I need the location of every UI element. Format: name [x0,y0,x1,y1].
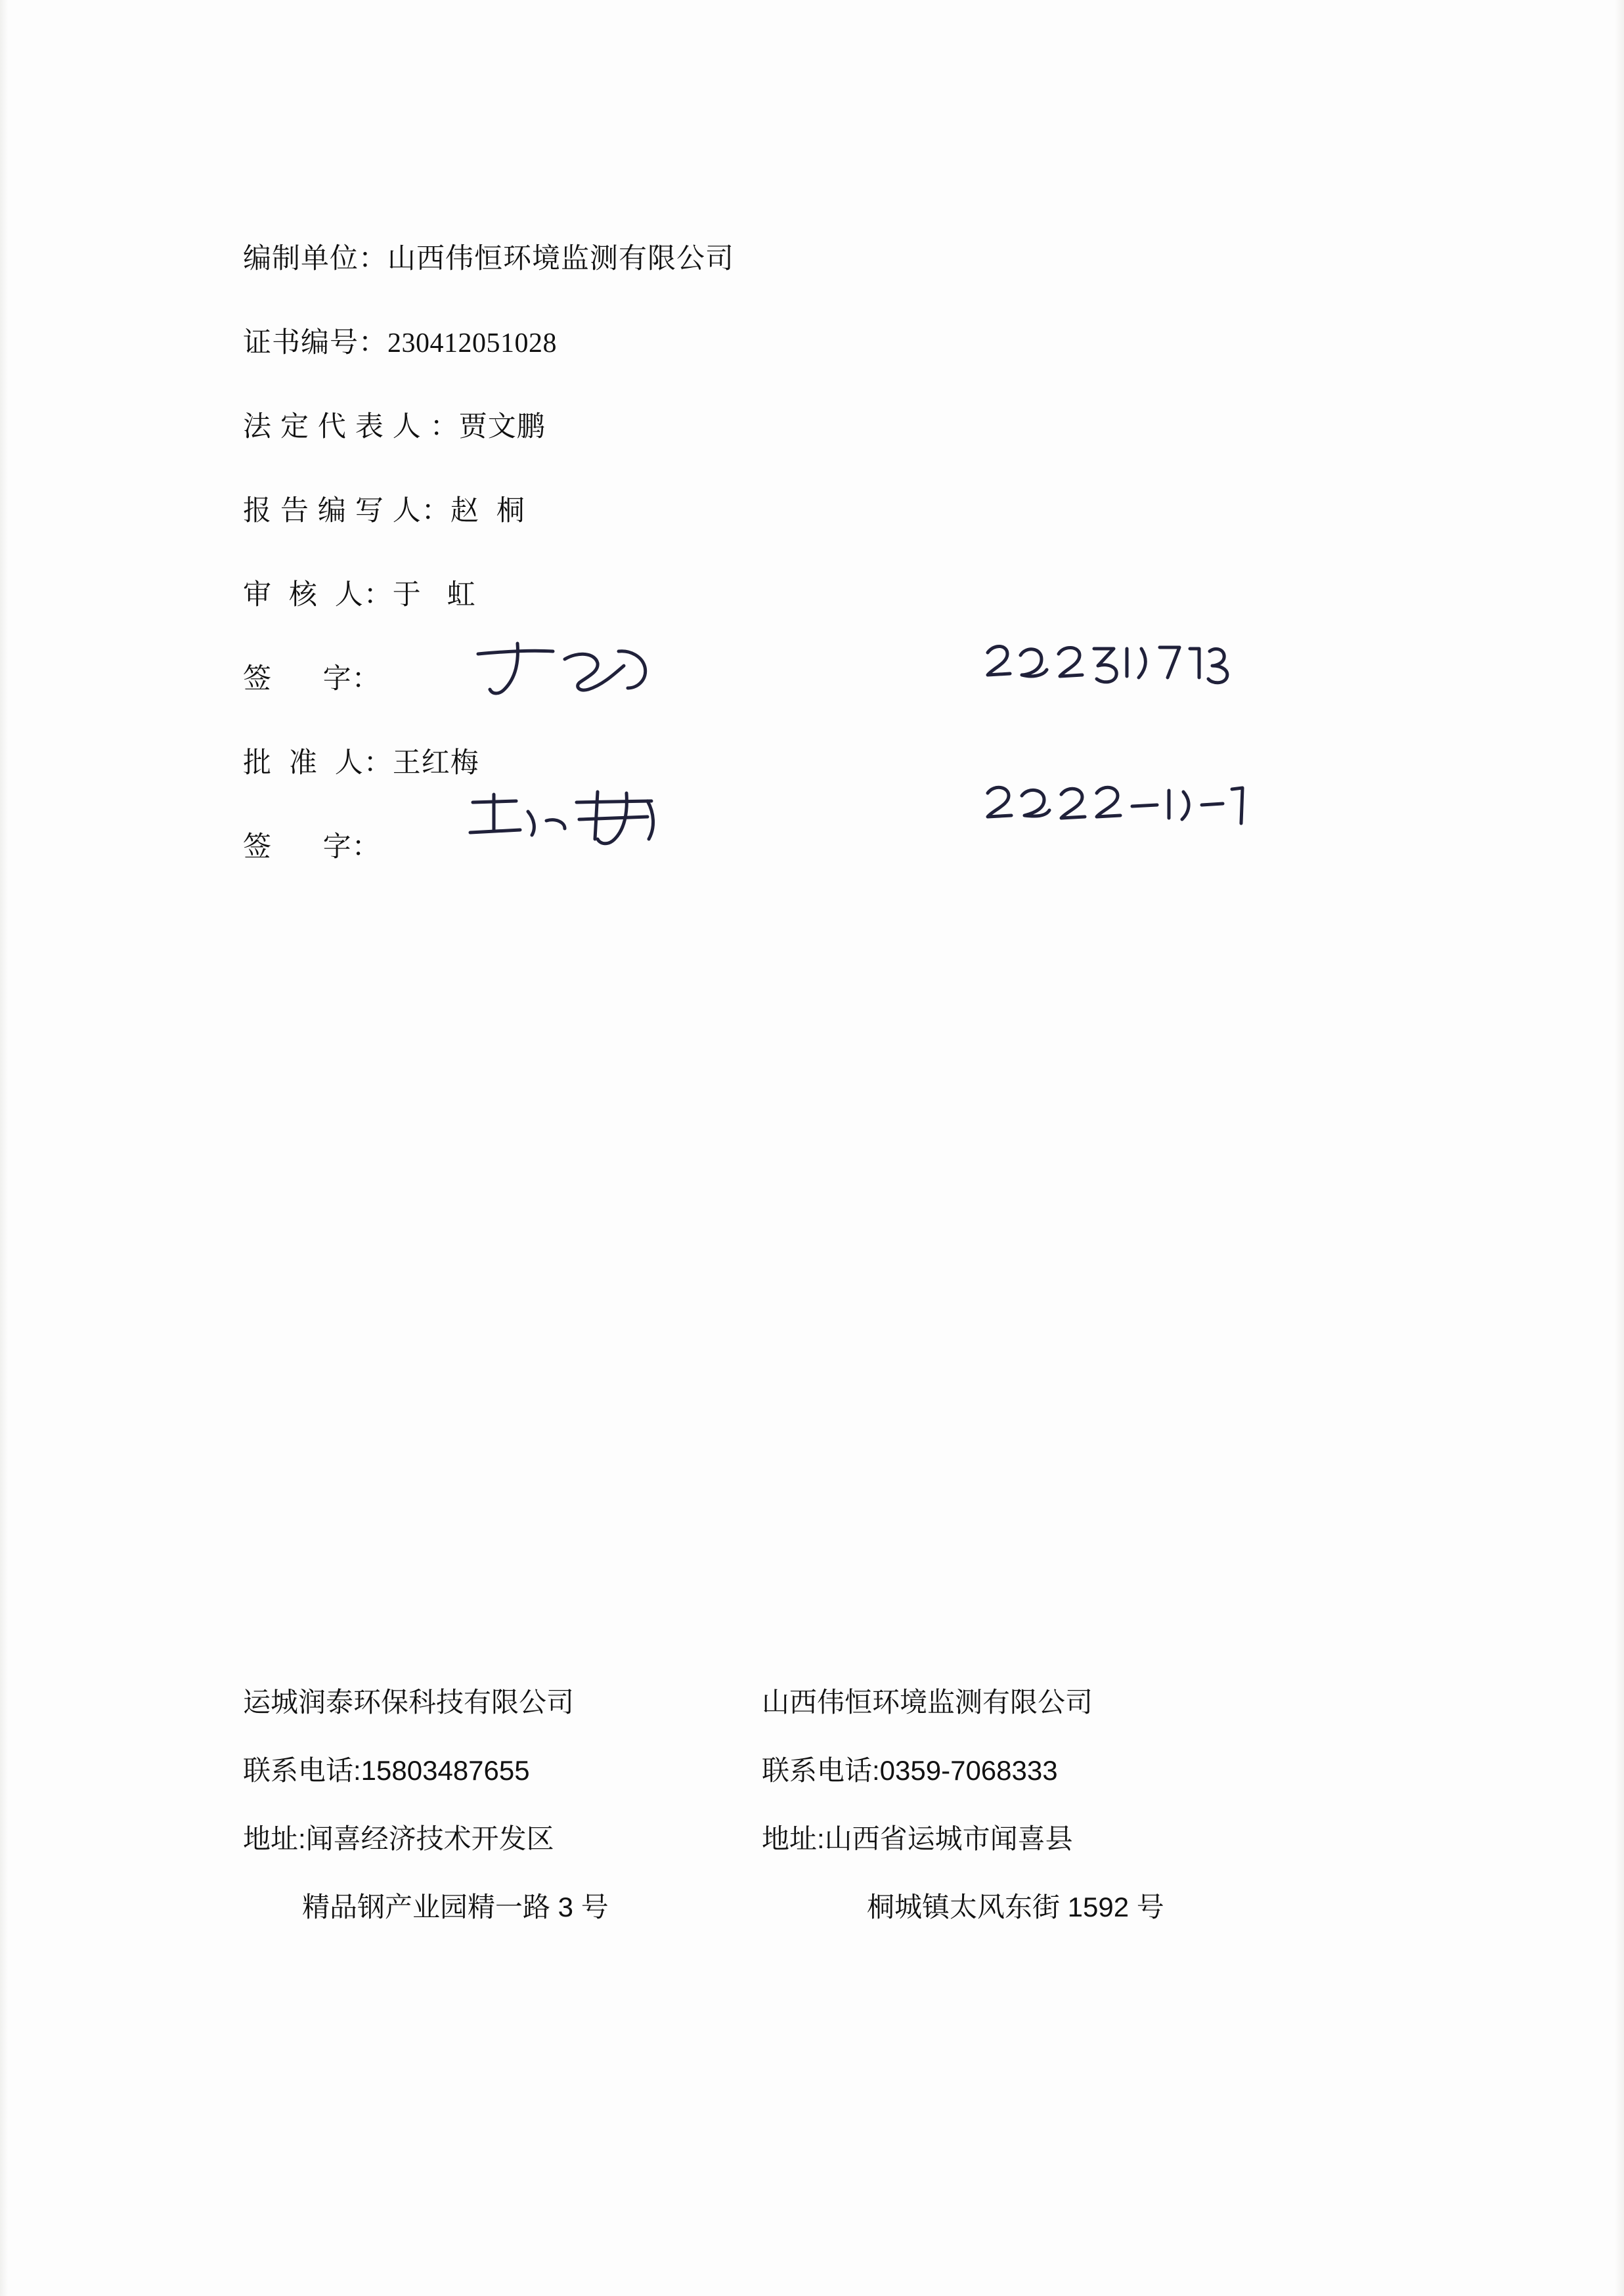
footer-phone-right: 联系电话:0359-7068333 [762,1755,1058,1786]
scan-edge-left [0,0,8,2296]
label-reviewer: 审 核 人： [243,579,393,611]
handwritten-date-approver [978,768,1254,880]
label-legal-representative: 法 定 代 表 人 ： [243,411,459,443]
metadata-row-report-writer [243,469,1359,553]
footer-company-right: 山西伟恒环境监测有限公司 [762,1687,1093,1718]
footer-row-company [243,1681,1425,1749]
footer-address2-right: 桐城镇太风东街 1592 号 [867,1892,1164,1922]
value-reviewer: 于 虹 [392,579,476,611]
label-signature-approver: 签 字： [243,831,381,863]
footer-company-left: 运城润泰环保科技有限公司 [243,1687,575,1718]
footer-address1-left: 地址:闻喜经济技术开发区 [243,1823,554,1854]
handwritten-date-reviewer [978,625,1241,737]
signature-date-ink-reviewer [978,625,1241,704]
metadata-row-approver-signature [243,805,1359,889]
report-metadata-block [243,217,1359,889]
metadata-row-certificate [243,301,1359,385]
handwritten-signature-reviewer [466,632,663,743]
label-approver: 批 准 人： [243,747,393,779]
signature-date-ink-approver [978,768,1254,847]
value-approver: 王红梅 [392,747,479,779]
footer-address1-right: 地址:山西省运城市闻喜县 [762,1823,1073,1854]
value-report-writer: 赵 桐 [450,495,525,527]
footer-row-phone [243,1749,1425,1817]
footer-row-address-line2 [243,1886,1425,1954]
label-report-writer: 报 告 编 写 人： [243,495,450,527]
metadata-row-legal-representative [243,385,1359,469]
metadata-row-reviewer-signature [243,637,1359,721]
footer-contact-block [243,1681,1425,1954]
value-legal-representative: 贾文鹏 [458,411,546,443]
footer-address2-left: 精品钢产业园精一路 3 号 [302,1892,609,1922]
value-compiling-unit: 山西伟恒环境监测有限公司 [387,243,734,274]
metadata-row-reviewer [243,553,1359,637]
label-certificate-number: 证书编号： [243,327,387,358]
label-compiling-unit: 编制单位： [243,243,387,274]
footer-phone-left: 联系电话:15803487655 [243,1755,530,1786]
label-signature-reviewer: 签 字： [243,663,381,695]
footer-row-address-line1 [243,1817,1425,1886]
signature-ink-approver [460,779,683,864]
scan-edge-right [1615,0,1624,2296]
signature-ink-reviewer [466,632,663,710]
handwritten-signature-approver [460,779,683,897]
metadata-row-compiler [243,217,1359,301]
value-certificate-number: 230412051028 [387,328,557,358]
